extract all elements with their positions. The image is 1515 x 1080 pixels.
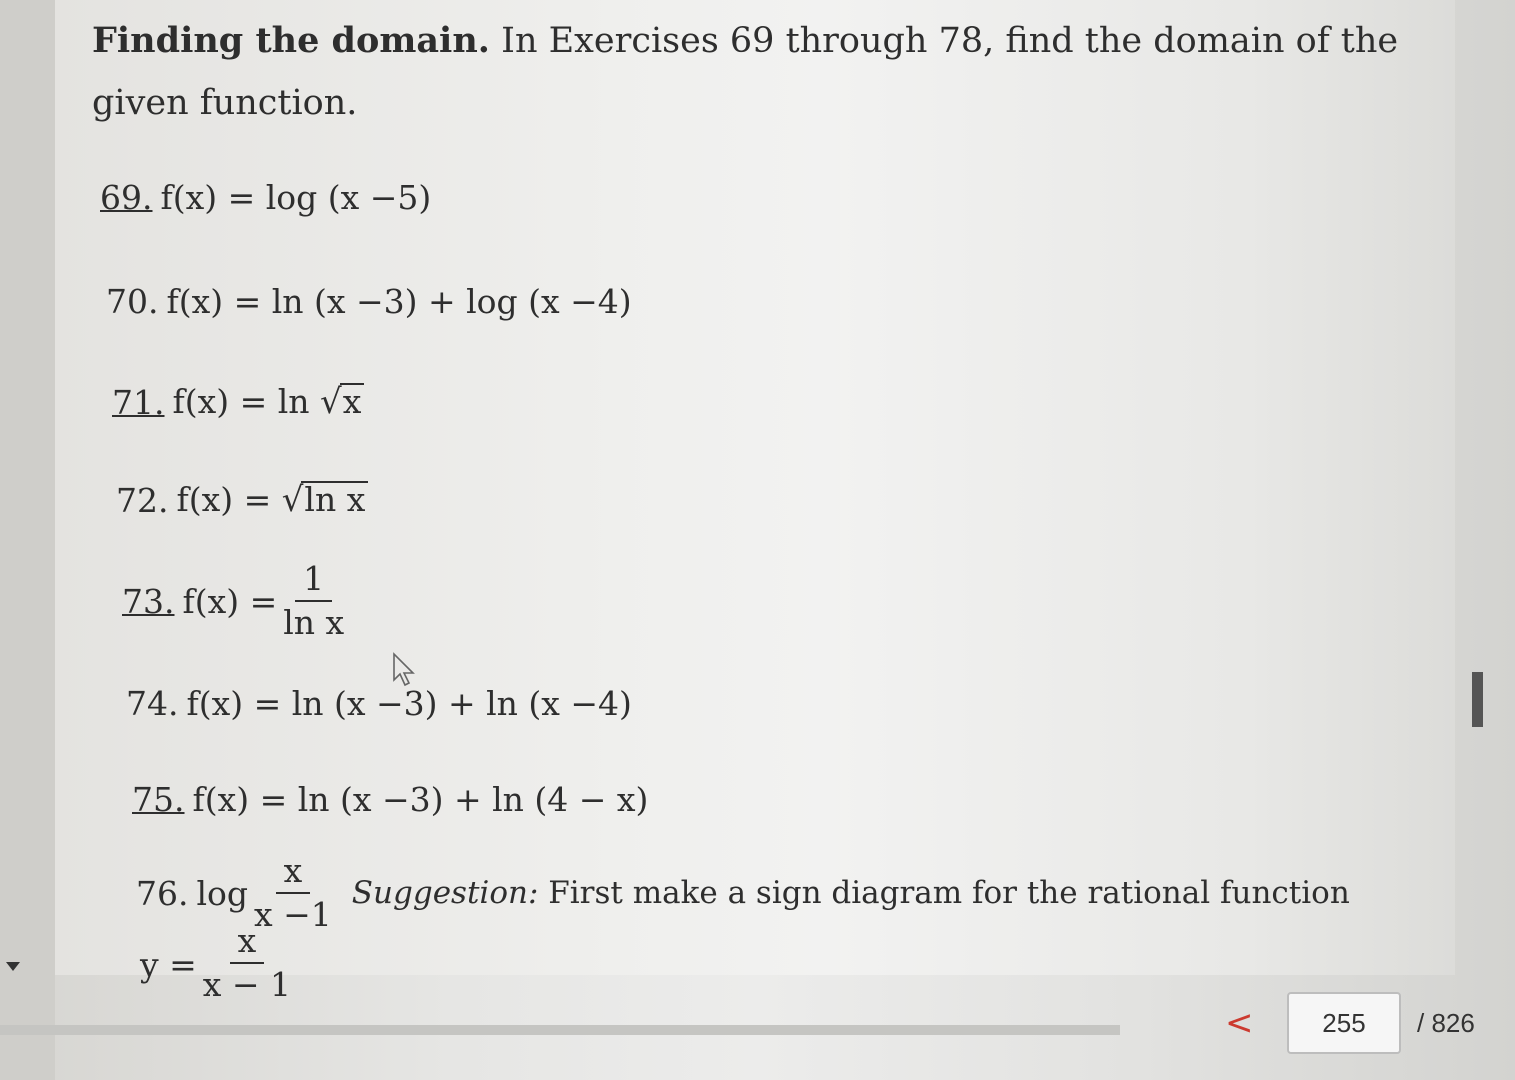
fraction-numerator: x (230, 920, 265, 964)
fraction-denominator: x −1 (254, 895, 332, 934)
radicand: ln x (301, 481, 368, 517)
exercise-69 (100, 178, 431, 217)
fraction (203, 920, 291, 1006)
exercise-number: 70. (106, 282, 159, 321)
caret-down-icon[interactable] (6, 962, 20, 971)
mouse-pointer-icon (392, 652, 418, 688)
exercise-expression: f(x) = log (x −5) (160, 178, 432, 217)
scrollbar-thumb[interactable] (1472, 672, 1483, 727)
sqrt-symbol: √ (320, 382, 342, 422)
exercise-74 (126, 684, 632, 723)
exercise-expression: f(x) = (182, 581, 278, 621)
page-navigator (1225, 992, 1475, 1054)
exercise-76 (136, 850, 1350, 936)
exercise-number: 73. (122, 581, 175, 621)
exercise-expression: f(x) = √ln x (177, 480, 369, 520)
exercise-71 (112, 382, 364, 422)
exercise-70 (106, 282, 632, 321)
exercise-72 (116, 480, 368, 520)
page-number-input[interactable]: 255 (1287, 992, 1401, 1054)
fraction (283, 558, 344, 644)
exercise-number: 74. (126, 684, 179, 723)
toolbar-divider (0, 1025, 1120, 1035)
exercise-expression: log (196, 873, 249, 913)
exercise-expression: f(x) = ln (x −3) + log (x −4) (166, 282, 632, 321)
fraction-denominator: x − 1 (202, 965, 292, 1004)
suggestion-text: Suggestion: First make a sign diagram for the rational function (351, 875, 1350, 911)
exercise-number: 72. (116, 480, 169, 520)
sqrt-symbol: √ (281, 480, 304, 520)
exercise-expression: f(x) = ln √x (173, 382, 365, 422)
exercise-75 (132, 780, 648, 819)
exercise-number: 71. (112, 382, 165, 422)
left-strip (0, 0, 55, 1080)
fraction-denominator: ln x (283, 603, 345, 642)
page-total: / 826 (1417, 1007, 1475, 1038)
chevron-left-icon[interactable]: < (1225, 1003, 1254, 1043)
exercise-76-continuation (140, 920, 297, 1004)
exercise-number: 76. (136, 873, 189, 913)
exercise-number: 69. (100, 178, 153, 217)
fraction-numerator: x (276, 850, 311, 894)
fraction-numerator: 1 (295, 558, 332, 602)
exercise-73 (122, 558, 350, 644)
exercise-number: 75. (132, 780, 185, 819)
y-prefix: y = (140, 945, 197, 984)
heading-text: In Exercises 69 through 78, find the domain of the given function. (92, 21, 1399, 123)
radicand: x (340, 383, 365, 419)
section-heading (92, 10, 1412, 134)
exercise-expression: f(x) = ln (x −3) + ln (4 − x) (192, 780, 649, 819)
exercise-expression: f(x) = ln (x −3) + ln (x −4) (186, 684, 632, 723)
heading-bold: Finding the domain. (92, 20, 490, 61)
